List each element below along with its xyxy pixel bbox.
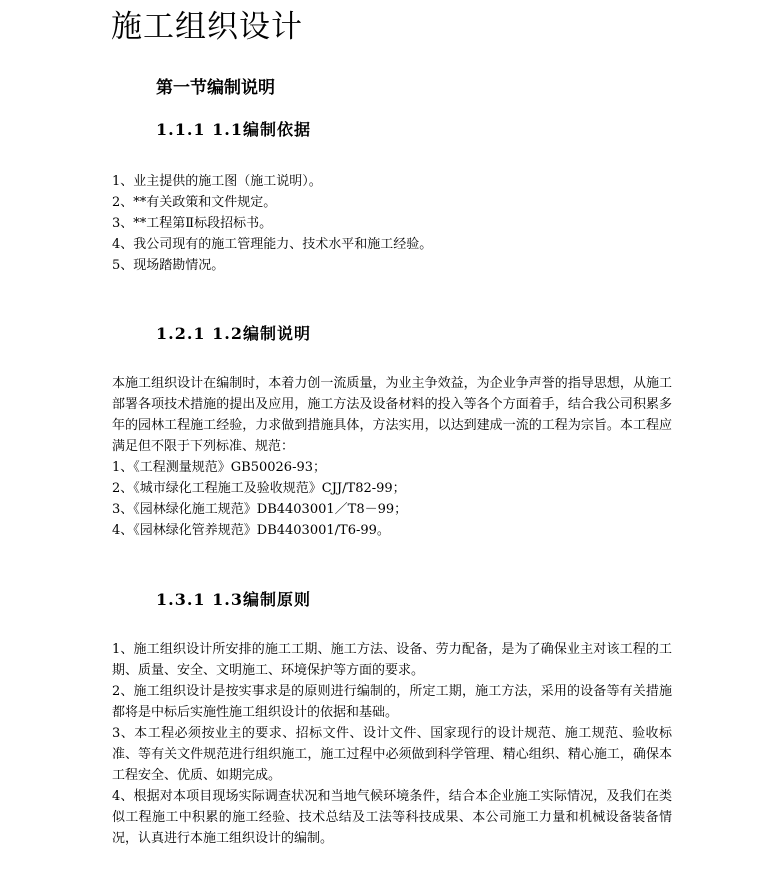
list-item: 3、**工程第Ⅱ标段招标书。 (112, 216, 273, 231)
heading-1-3: 1.3.1 1.3编制原则 (156, 590, 311, 609)
list-item: 1、《工程测量规范》GB50026-93； (112, 460, 326, 475)
principles-block (112, 639, 672, 849)
list-item: 1、业主提供的施工图（施工说明）。 (112, 174, 322, 189)
list-item: 4、我公司现有的施工管理能力、技术水平和施工经验。 (112, 237, 433, 252)
list-item: 5、现场踏勘情况。 (112, 258, 225, 273)
list-item: 1、施工组织设计所安排的施工工期、施工方法、设备、劳力配备，是为了确保业主对该工程的工期、质量、安全、文明施工、环境保护等方面的要求。 (112, 642, 672, 678)
list-item: 3、本工程必须按业主的要求、招标文件、设计文件、国家现行的设计规范、施工规范、验收标准、等有关文件规范进行组织施工，施工过程中必须做到科学管理、精心组织、精心施工，确保本工程安全、优质、如期完成。 (112, 726, 672, 783)
explanation-block (112, 373, 672, 541)
list-item: 2、施工组织设计是按实事求是的原则进行编制的，所定工期，施工方法，采用的设备等有关措施都将是中标后实施性施工组织设计的依据和基础。 (112, 684, 672, 720)
heading-1-1: 1.1.1 1.1编制依据 (156, 120, 311, 139)
list-item: 4、《园林绿化管养规范》DB4403001/T6-99。 (112, 523, 390, 538)
basis-list (112, 171, 672, 276)
paragraph: 本施工组织设计在编制时，本着力创一流质量，为业主争效益，为企业争声誉的指导思想，从施工部署各项技术措施的提出及应用，施工方法及设备材料的投入等各个方面着手，结合我公司积累多年的园林工程施工经验，力求做到措施具体，方法实用，以达到建成一流的工程为宗旨。本工程应满足但不限于下列标准、规范： (112, 376, 672, 454)
list-item: 3、《园林绿化施工规范》DB4403001／T8－99； (112, 502, 408, 517)
list-item: 2、**有关政策和文件规定。 (112, 195, 277, 210)
list-item: 4、根据对本项目现场实际调查状况和当地气候环境条件，结合本企业施工实际情况，及我们在类似工程施工中积累的施工经验、技术总结及工法等科技成果、本公司施工力量和机械设备装备情况，认真进行本施工组织设计的编制。 (112, 789, 672, 846)
document-title: 施工组织设计 (111, 9, 303, 45)
section-title: 第一节编制说明 (156, 78, 275, 98)
list-item: 2、《城市绿化工程施工及验收规范》CJJ/T82-99； (112, 481, 406, 496)
heading-1-2: 1.2.1 1.2编制说明 (156, 324, 311, 343)
